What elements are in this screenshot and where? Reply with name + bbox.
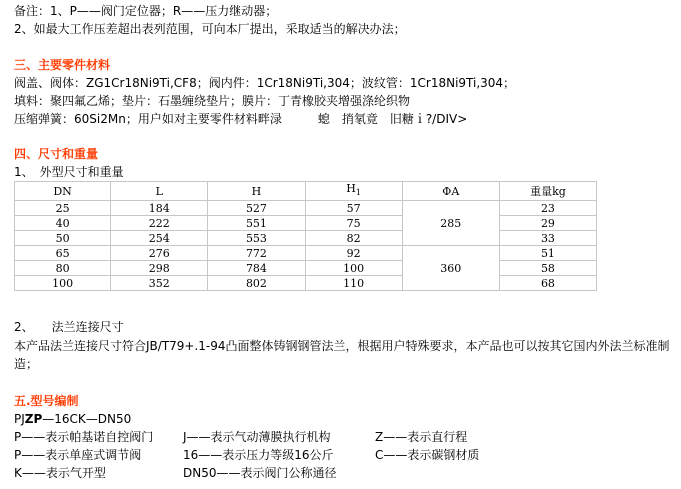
model-row-3	[14, 465, 676, 481]
cell-l: 298	[111, 261, 208, 276]
col-header-weight: 重量kg	[499, 182, 596, 201]
cell-l: 222	[111, 216, 208, 231]
cell-h1: 92	[305, 246, 402, 261]
cell-phia-group-2: 360	[402, 246, 499, 291]
cell-h: 527	[208, 201, 305, 216]
cell-dn: 40	[15, 216, 111, 231]
materials-heading: 三、主要零件材料	[14, 58, 111, 72]
table-row	[15, 216, 597, 231]
dimensions-subheading: 1、 外型尺寸和重量	[14, 165, 124, 179]
dimensions-heading: 四、尺寸和重量	[14, 147, 99, 161]
model-row-2	[14, 447, 676, 463]
cell-weight: 33	[499, 231, 596, 246]
table-row	[15, 201, 597, 216]
model-row-1-col-1: P——表示帕基诺自控阀门	[14, 430, 154, 444]
model-code-suffix: —16CK—DN50	[42, 412, 132, 426]
cell-h1: 100	[305, 261, 402, 276]
table-row	[15, 231, 597, 246]
model-code-prefix: PJ	[14, 412, 25, 426]
materials-line-2: 填料：聚四氟乙烯；垫片：石墨缠绕垫片；膜片：丁青橡胶夹增强涤纶织物	[14, 94, 411, 108]
col-header-phia: ΦA	[402, 182, 499, 201]
model-heading: 五.型号编制	[14, 394, 79, 408]
cell-weight: 68	[499, 276, 596, 291]
table-header-row	[15, 182, 597, 201]
model-row-1-col-3: Z——表示直行程	[375, 430, 468, 444]
cell-weight: 23	[499, 201, 596, 216]
cell-dn: 100	[15, 276, 111, 291]
cell-l: 254	[111, 231, 208, 246]
model-row-3-col-2: DN50——表示阀门公称通径	[183, 466, 337, 480]
cell-dn: 80	[15, 261, 111, 276]
flange-line-2: 造；	[14, 357, 39, 371]
cell-h1: 75	[305, 216, 402, 231]
cell-h: 772	[208, 246, 305, 261]
cell-l: 276	[111, 246, 208, 261]
cell-dn: 50	[15, 231, 111, 246]
materials-line-3: 压缩弹簧：60Si2Mn；用户如对主要零件材料畔渌 螅 捎氡竟 旧糖ｉ?/DIV>	[14, 112, 468, 126]
col-header-dn: DN	[15, 182, 111, 201]
table-row	[15, 246, 597, 261]
model-code	[14, 411, 131, 427]
col-header-h1	[305, 182, 402, 201]
cell-weight: 58	[499, 261, 596, 276]
table-row	[15, 261, 597, 276]
cell-h: 802	[208, 276, 305, 291]
model-row-3-col-1: K——表示气开型	[14, 466, 106, 480]
model-row-2-col-1: P——表示单座式调节阀	[14, 448, 142, 462]
col-header-l: L	[111, 182, 208, 201]
note-line-2: 2、如最大工作压差超出表列范围，可向本厂提出，采取适当的解决办法；	[14, 22, 406, 36]
flange-line-1: 本产品法兰连接尺寸符合JB/T79+.1-94凸面整体铸钢钢管法兰，根据用户特殊要求，本产品也可以按其它国内外法兰标准制	[14, 339, 670, 353]
cell-phia-group-1: 285	[402, 201, 499, 246]
model-row-2-col-2: 16——表示压力等级16公斤	[183, 448, 334, 462]
col-header-h1-subscript: 1	[355, 188, 361, 198]
dimensions-table	[14, 181, 597, 291]
cell-weight: 51	[499, 246, 596, 261]
cell-weight: 29	[499, 216, 596, 231]
model-row-1	[14, 429, 676, 445]
cell-h1: 82	[305, 231, 402, 246]
model-code-bold: ZP	[24, 412, 43, 426]
cell-h: 553	[208, 231, 305, 246]
cell-dn: 65	[15, 246, 111, 261]
cell-h1: 110	[305, 276, 402, 291]
cell-h1: 57	[305, 201, 402, 216]
col-header-h: H	[208, 182, 305, 201]
flange-heading: 2、 法兰连接尺寸	[14, 320, 124, 334]
col-header-h1-base: H	[346, 182, 356, 196]
cell-l: 184	[111, 201, 208, 216]
cell-dn: 25	[15, 201, 111, 216]
cell-h: 784	[208, 261, 305, 276]
model-row-2-col-3: C——表示碳钢材质	[375, 448, 480, 462]
note-line-1: 备注：1、P——阀门定位器；R——压力继动器；	[14, 4, 278, 18]
table-row	[15, 276, 597, 291]
cell-l: 352	[111, 276, 208, 291]
materials-line-1: 阀盖、阀体：ZG1Cr18Ni9Ti,CF8；阀内件：1Cr18Ni9Ti,304；波纹管：1Cr18Ni9Ti,304；	[14, 76, 516, 90]
model-row-1-col-2: J——表示气动薄膜执行机构	[183, 430, 331, 444]
cell-h: 551	[208, 216, 305, 231]
